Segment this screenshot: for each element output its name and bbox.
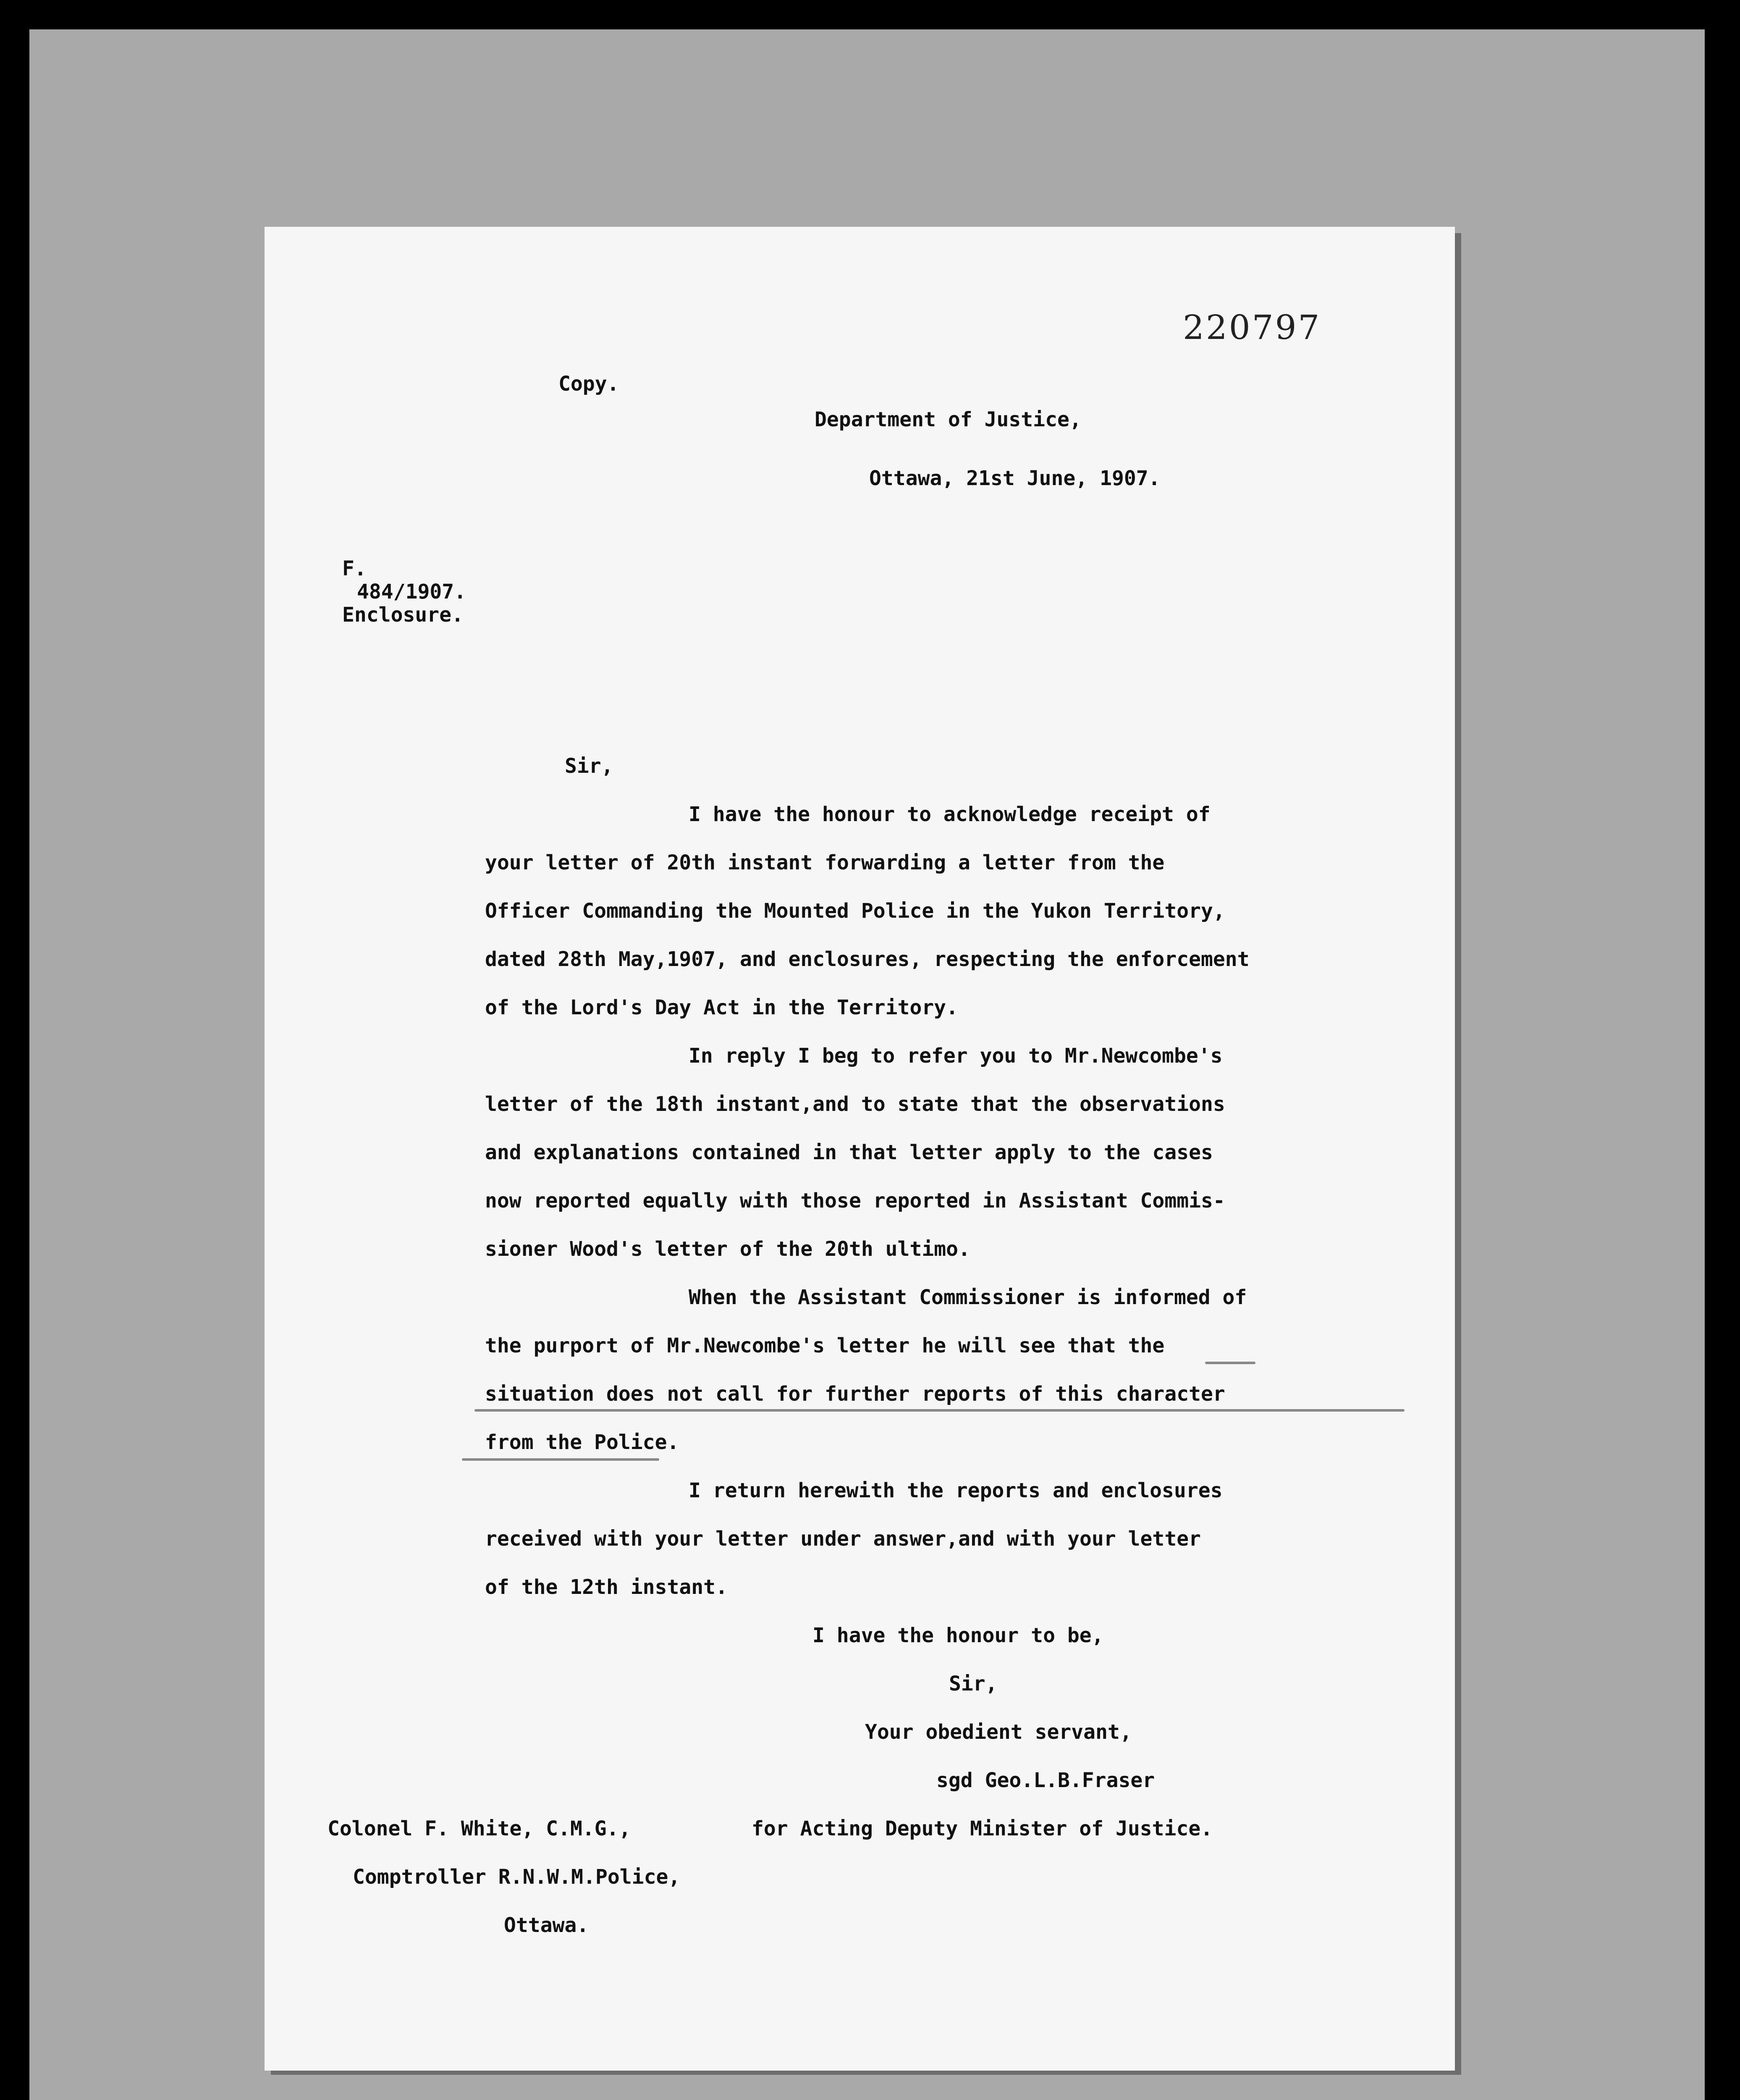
body-line: of the 12th instant. [485,1575,728,1599]
addressee-name: Colonel F. White, C.M.G., [328,1817,631,1840]
body-line: of the Lord's Day Act in the Territory. [485,996,959,1019]
copy-label: Copy. [558,372,619,396]
department-line: Department of Justice, [815,408,1082,431]
body-line: situation does not call for further reports of this character [485,1382,1225,1406]
file-number: 220797 [1183,308,1321,347]
addressee-city: Ottawa. [504,1914,589,1937]
body-line: letter of the 18th instant,and to state that the observations [485,1092,1225,1116]
pencil-underline-mark [1205,1362,1255,1364]
pencil-underline-mark [474,1409,1405,1412]
body-line: received with your letter under answer,and with your letter [485,1527,1201,1551]
body-line: and explanations contained in that letter apply to the cases [485,1141,1213,1164]
addressee-position: Comptroller R.N.W.M.Police, [353,1865,681,1889]
body-line: Officer Commanding the Mounted Police in the Yukon Territory, [485,899,1225,923]
place-date-line: Ottawa, 21st June, 1907. [869,467,1161,490]
body-line: your letter of 20th instant forwarding a letter from the [485,851,1165,874]
salutation: Sir, [565,754,613,778]
body-line: I return herewith the reports and enclosures [689,1479,1223,1502]
signatory-title: for Acting Deputy Minister of Justice. [752,1817,1213,1840]
reference-note: Enclosure. [342,603,464,627]
closing-servant: Your obedient servant, [865,1720,1132,1744]
closing-sir: Sir, [949,1672,998,1696]
body-line: from the Police. [485,1431,679,1454]
closing-line: I have the honour to be, [812,1624,1104,1647]
pencil-underline-mark [462,1458,659,1461]
body-line: the purport of Mr.Newcombe's letter he will see that the [485,1334,1165,1357]
reference-prefix: F. [342,557,367,580]
body-line: sioner Wood's letter of the 20th ultimo. [485,1237,970,1261]
body-line: When the Assistant Commissioner is informed of [689,1286,1247,1309]
body-line: dated 28th May,1907, and enclosures, respecting the enforcement [485,948,1250,971]
body-line: now reported equally with those reported in Assistant Commis- [485,1189,1225,1213]
reference-number: 484/1907. [357,580,466,604]
signature: sgd Geo.L.B.Fraser [936,1769,1155,1792]
letter-page [265,227,1455,2071]
body-line: I have the honour to acknowledge receipt of [689,803,1211,826]
body-line: In reply I beg to refer you to Mr.Newcombe's [689,1044,1223,1068]
